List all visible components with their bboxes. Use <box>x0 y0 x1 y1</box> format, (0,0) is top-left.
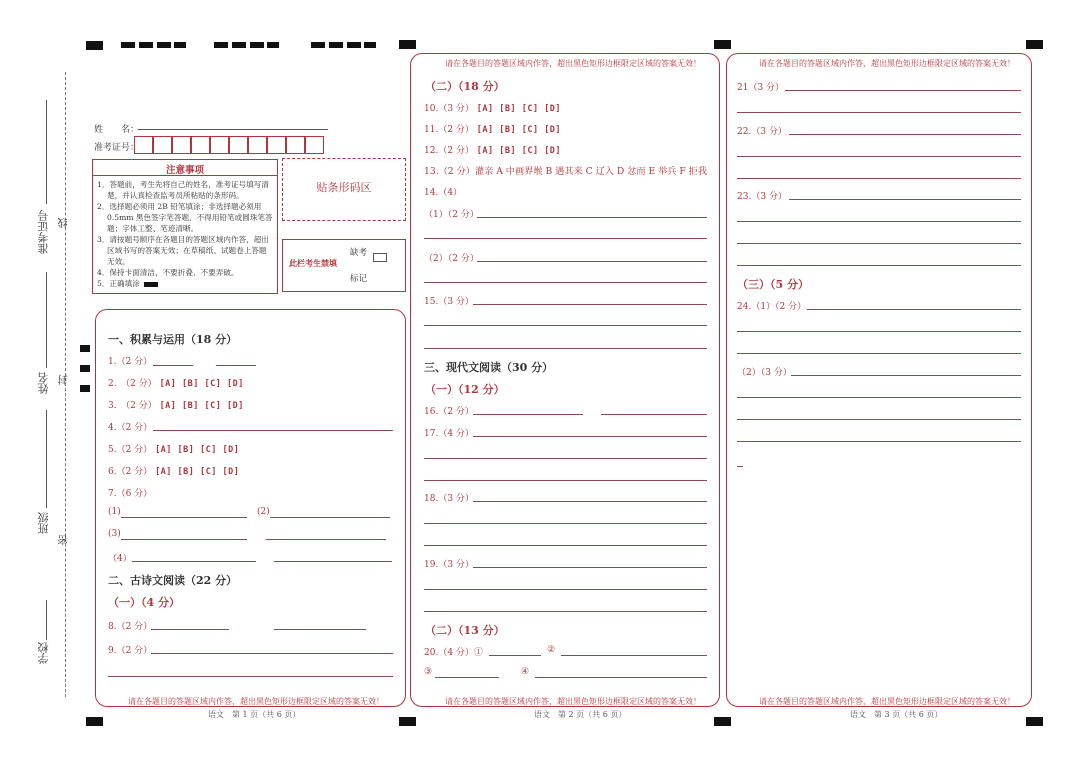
answer-line[interactable] <box>473 501 707 502</box>
side-feng-label: 封 <box>59 375 70 385</box>
question-label: ② <box>547 645 556 655</box>
notice-title: 注意事项 <box>165 165 204 176</box>
subsection-title: （二）（18 分） <box>425 80 505 93</box>
question-label: （1）（2 分） <box>424 210 479 220</box>
timing-mark <box>311 42 325 48</box>
side-class-label: 班级 <box>37 512 50 534</box>
answer-line[interactable] <box>737 221 1021 222</box>
answer-line[interactable] <box>274 561 392 562</box>
section-title: 一、积累与运用（18 分） <box>108 333 238 346</box>
answer-line[interactable] <box>121 539 247 540</box>
answer-line[interactable] <box>424 238 707 239</box>
question-label: （2）（3 分） <box>737 368 792 378</box>
notice-item: 2．选择题必须用 2B 铅笔填涂；非选择题必须用 <box>97 202 262 211</box>
choice-options[interactable]: [A] [B] [C] [D] <box>155 445 240 455</box>
answer-line[interactable] <box>737 243 1021 244</box>
timing-mark <box>399 717 416 726</box>
timing-mark <box>157 42 171 48</box>
barcode-label: 贴条形码区 <box>316 181 372 194</box>
timing-mark <box>139 42 153 48</box>
answer-line[interactable] <box>153 365 193 366</box>
answer-line[interactable] <box>132 561 256 562</box>
notice-item: 3．请按题号顺序在各题目的答题区域内作答，超出 <box>97 235 269 244</box>
answer-line[interactable] <box>737 397 1021 398</box>
question-label: 9.（2 分） <box>108 646 153 656</box>
question-number: 2. （2 分） <box>108 379 157 389</box>
question-number: 3. （2 分） <box>108 401 157 411</box>
timing-mark <box>80 385 90 392</box>
id-box[interactable] <box>267 136 286 154</box>
question-label: 1.（2 分） <box>108 357 153 367</box>
timing-mark <box>329 42 343 48</box>
exam-id-label: 准考证号： <box>94 143 140 153</box>
section-title: 二、古诗文阅读（22 分） <box>108 574 238 587</box>
question-label: 23.（3 分） <box>737 192 787 202</box>
choice-options[interactable]: [A] [B] [C] [D] <box>476 146 562 156</box>
question-label <box>424 101 561 114</box>
question-label: 19.（3 分） <box>424 560 474 570</box>
choice-options[interactable]: [A] [B] [C] [D] <box>159 379 244 389</box>
instruction-note: 请在各题目的答题区域内作答，超出黑色矩形边框限定区域的答案无效！ <box>128 697 384 706</box>
answer-line[interactable] <box>737 112 1021 113</box>
answer-line[interactable] <box>151 653 393 654</box>
answer-line[interactable] <box>737 353 1021 354</box>
answer-line[interactable] <box>151 629 229 630</box>
timing-mark <box>399 40 416 49</box>
notice-item: 题；字体工整、笔迹清晰。 <box>97 224 199 233</box>
absent-banned-label: 此栏考生禁填 <box>289 258 337 268</box>
answer-line[interactable] <box>737 441 1021 442</box>
question-label: （2）（2 分） <box>424 254 479 264</box>
answer-line[interactable] <box>424 523 707 524</box>
absent-checkbox[interactable] <box>373 253 387 262</box>
instruction-note: 请在各题目的答题区域内作答，超出黑色矩形边框限定区域的答案无效！ <box>445 697 701 706</box>
notice-item: 1．答题前，考生先将自己的姓名，准考证号填写清 <box>97 180 269 189</box>
question-label: (3) <box>108 529 121 539</box>
answer-panel-1 <box>95 309 406 707</box>
question-label: (2) <box>257 507 270 517</box>
answer-line[interactable] <box>424 589 707 590</box>
id-box[interactable] <box>210 136 229 154</box>
id-box[interactable] <box>305 136 324 154</box>
answer-panel-3 <box>726 53 1032 707</box>
notice-list <box>97 179 277 289</box>
notice-box <box>92 159 278 294</box>
fill-sample-icon <box>144 282 158 287</box>
answer-line[interactable] <box>789 199 1021 200</box>
timing-mark <box>86 717 103 726</box>
question-label <box>108 442 239 455</box>
answer-line[interactable] <box>737 178 1021 179</box>
timing-mark <box>250 42 264 48</box>
answer-line[interactable] <box>601 414 707 415</box>
id-box[interactable] <box>248 136 267 154</box>
question-label: 7.（6 分） <box>108 489 153 499</box>
id-box[interactable] <box>153 136 172 154</box>
answer-line[interactable] <box>737 265 1021 266</box>
barcode-area <box>282 158 406 221</box>
notice-item: 区域书写的答案无效；在草稿纸、试题卷上答题 <box>97 246 267 255</box>
question-label: (1) <box>108 507 121 517</box>
notice-title-rule <box>93 175 277 176</box>
choice-options[interactable]: [A] [B] [C] [D] <box>476 125 562 135</box>
timing-mark <box>232 42 246 48</box>
question-number: 12.（2 分） <box>424 146 474 156</box>
answer-line[interactable] <box>807 309 1021 310</box>
instruction-note: 请在各题目的答题区域内作答，超出黑色矩形边框限定区域的答案无效！ <box>759 697 1015 706</box>
answer-line[interactable] <box>737 156 1021 157</box>
answer-line[interactable] <box>561 655 707 656</box>
timing-mark <box>267 42 279 48</box>
id-box[interactable] <box>286 136 305 154</box>
notice-item: 楚，并认真检查监考员所粘贴的条形码。 <box>97 191 244 200</box>
side-xian-label: 线 <box>59 218 70 228</box>
question-label: 24.（1）（2 分） <box>737 302 807 312</box>
answer-line[interactable] <box>108 676 393 677</box>
answer-line[interactable] <box>274 629 366 630</box>
answer-line[interactable] <box>424 325 707 326</box>
choice-options[interactable]: [A] [B] [C] [D] <box>159 401 244 411</box>
name-field[interactable] <box>138 129 328 130</box>
answer-line[interactable] <box>535 677 707 678</box>
side-class-line <box>46 410 47 508</box>
absent-label: 缺考 <box>350 248 368 258</box>
answer-line[interactable] <box>789 134 1021 135</box>
answer-panel-2 <box>410 53 720 707</box>
id-box[interactable] <box>229 136 248 154</box>
answer-line[interactable] <box>424 458 707 459</box>
timing-mark <box>86 41 103 50</box>
question-number: 5.（2 分） <box>108 445 153 455</box>
timing-mark <box>80 365 90 372</box>
side-mi-label: 密 <box>59 535 70 545</box>
question-label: ④ <box>521 667 530 677</box>
question-number: 6.（2 分） <box>108 467 153 477</box>
answer-line[interactable] <box>737 331 1021 332</box>
timing-mark <box>174 42 186 48</box>
page-footer: 语文 第 2 页（共 6 页） <box>534 710 627 719</box>
answer-line[interactable] <box>473 436 707 437</box>
side-exam-no-label: 准考证号 <box>37 210 50 254</box>
question-label: 14.（4） <box>424 188 463 198</box>
subsection-title: （三）（5 分） <box>737 278 809 291</box>
answer-line[interactable] <box>435 677 499 678</box>
answer-line[interactable] <box>424 611 707 612</box>
answer-line[interactable] <box>216 365 256 366</box>
absent-mark-label: 标记 <box>350 274 368 284</box>
notice-item: 0.5mm 黑色签字笔答题，不得用铅笔或圆珠笔答 <box>97 213 273 222</box>
timing-mark <box>347 42 361 48</box>
instruction-note: 请在各题目的答题区域内作答，超出黑色矩形边框限定区域的答案无效！ <box>445 59 701 68</box>
answer-line[interactable] <box>424 282 707 283</box>
question-number: 11.（2 分） <box>424 125 474 135</box>
side-school-line <box>46 600 47 640</box>
timing-mark <box>364 42 376 48</box>
answer-line[interactable] <box>477 217 707 218</box>
question-label <box>424 122 561 135</box>
side-name-line <box>46 272 47 368</box>
answer-line[interactable] <box>477 261 707 262</box>
timing-mark <box>121 42 135 48</box>
answer-line[interactable] <box>473 304 707 305</box>
answer-line[interactable] <box>424 545 707 546</box>
timing-mark <box>80 345 90 352</box>
question-label <box>108 464 239 477</box>
choice-options[interactable]: [A] [B] [C] [D] <box>476 104 562 114</box>
timing-mark <box>214 42 228 48</box>
notice-item <box>97 278 277 289</box>
question-label: 15.（3 分） <box>424 297 474 307</box>
timing-mark <box>1026 717 1043 726</box>
answer-line[interactable] <box>266 539 386 540</box>
question-label: ③ <box>424 667 433 677</box>
timing-mark <box>1026 40 1043 49</box>
question-label <box>108 376 244 389</box>
subsection-title: （一）（12 分） <box>425 383 505 396</box>
side-exam-no-line <box>46 100 47 204</box>
question-label: 4.（2 分） <box>108 423 153 433</box>
notice-item-label: 5．正确填涂 <box>97 279 140 288</box>
answer-line[interactable] <box>424 348 707 349</box>
answer-line[interactable] <box>424 480 707 481</box>
answer-line[interactable] <box>121 517 247 518</box>
subsection-title: （二）（13 分） <box>425 624 505 637</box>
question-label: 8.（2 分） <box>108 622 153 632</box>
page-footer: 语文 第 1 页（共 6 页） <box>208 710 301 719</box>
question-label <box>108 398 244 411</box>
timing-mark <box>714 717 731 726</box>
id-box[interactable] <box>191 136 210 154</box>
side-name-label: 姓名 <box>37 372 50 394</box>
section-title: 三、现代文阅读（30 分） <box>424 361 554 374</box>
timing-mark <box>714 40 731 49</box>
question-label: 16.（2 分） <box>424 407 474 417</box>
answer-line[interactable] <box>473 414 583 415</box>
question-label: 13.（2 分）灌亲 A 中画界堠 B 遇其来 C 辽入 D 忿而 E 举兵 F 拒我 <box>424 166 708 177</box>
absent-box <box>282 239 406 292</box>
side-school-label: 学校 <box>37 642 50 664</box>
answer-line[interactable] <box>270 517 390 518</box>
question-label: 22.（3 分） <box>737 127 787 137</box>
id-box[interactable] <box>134 136 153 154</box>
question-label <box>424 143 561 156</box>
question-label: （4） <box>108 554 132 564</box>
page-footer: 语文 第 3 页（共 6 页） <box>850 710 943 719</box>
id-box[interactable] <box>172 136 191 154</box>
notice-item: 4．保持卡面清洁，不要折叠、不要弄破。 <box>97 268 239 277</box>
answer-line[interactable] <box>785 90 1021 91</box>
subsection-title: （一）（4 分） <box>108 596 180 609</box>
answer-line[interactable] <box>153 430 393 431</box>
answer-line[interactable] <box>473 567 707 568</box>
answer-line[interactable] <box>489 655 541 656</box>
question-label: 18.（3 分） <box>424 494 474 504</box>
instruction-note: 请在各题目的答题区域内作答，超出黑色矩形边框限定区域的答案无效！ <box>759 59 1015 68</box>
question-label: 21（3 分） <box>737 83 785 93</box>
choice-options[interactable]: [A] [B] [C] [D] <box>155 467 240 477</box>
answer-line[interactable] <box>791 375 1021 376</box>
answer-line[interactable] <box>737 419 1021 420</box>
name-label: 姓 名： <box>94 125 140 135</box>
notice-item: 无效。 <box>97 257 130 266</box>
question-number: 10.（3 分） <box>424 104 474 114</box>
question-label: 17.（4 分） <box>424 429 474 439</box>
answer-line[interactable] <box>737 466 743 467</box>
question-label: 20.（4 分）① <box>424 648 483 658</box>
